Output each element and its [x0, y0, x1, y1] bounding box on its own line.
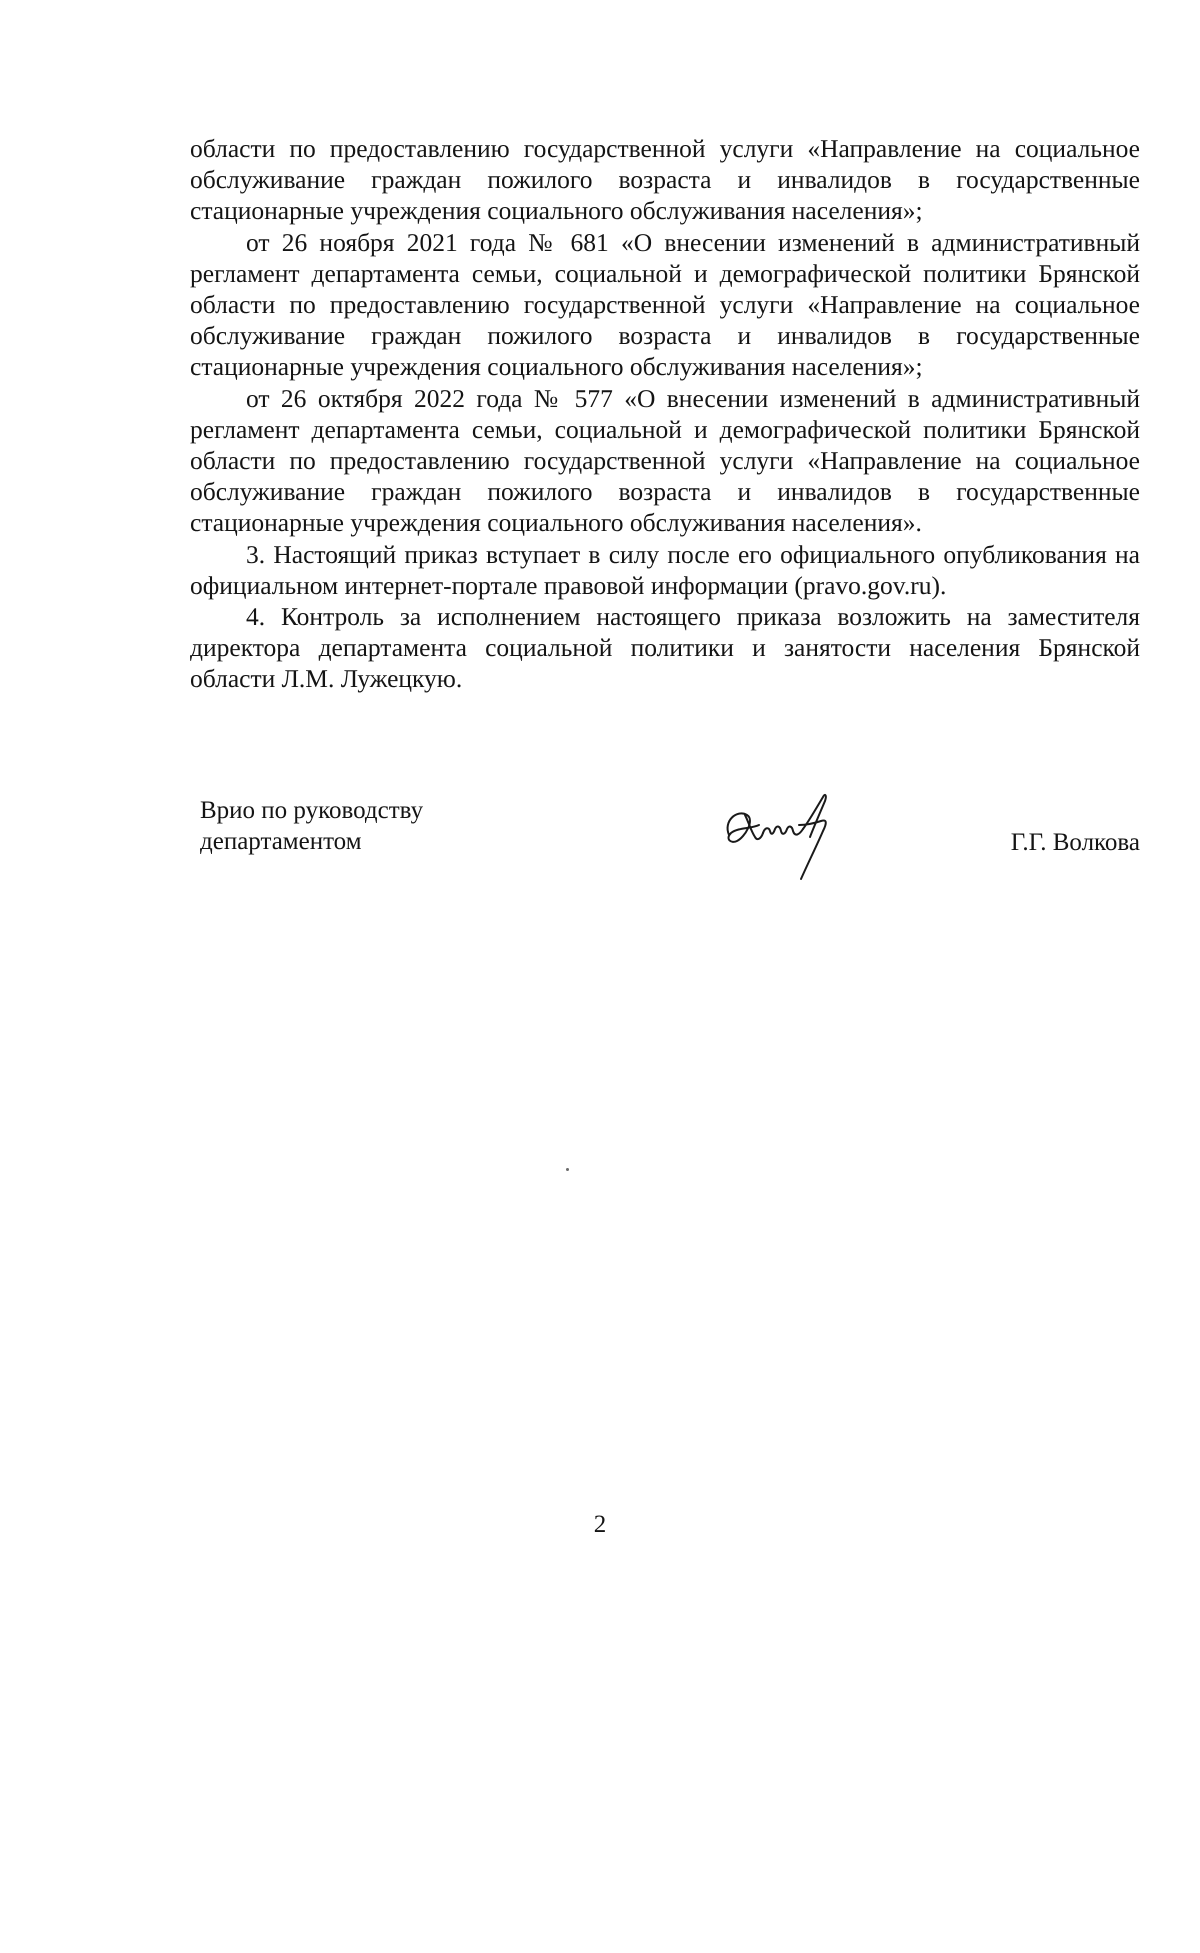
signature-block	[200, 795, 1140, 905]
signatory-name: Г.Г. Волкова	[1010, 829, 1140, 856]
paragraph-item-3: 3. Настоящий приказ вступает в силу после его официального опубликования на официальном интернет-портале правовой информации (pravo.gov.ru).	[190, 539, 1140, 600]
paragraph-item-4: 4. Контроль за исполнением настоящего приказа возложить на заместителя директора департамента социальной политики и занятости населения Брянской области Л.М. Лужецкую.	[190, 602, 1140, 694]
scan-speck	[566, 1168, 569, 1171]
paragraph-order-681: от 26 ноября 2021 года № 681 «О внесении изменений в административный регламент департамента семьи, социальной и демографической политики Брянской области по предоставлению государственной услуги «Направление на социальное обслуживание граждан пожилого возраста и инвалидов в государственные стационарные учреждения социального обслуживания населения»;	[190, 227, 1140, 382]
signatory-position-line-1: Врио по руководству	[200, 797, 424, 824]
signatory-position	[200, 795, 500, 857]
handwritten-signature-icon	[715, 785, 845, 885]
page-number: 2	[593, 1511, 607, 1538]
paragraph-order-577: от 26 октября 2022 года № 577 «О внесении изменений в административный регламент департамента семьи, социальной и демографической политики Брянской области по предоставлению государственной услуги «Направление на социальное обслуживание граждан пожилого возраста и инвалидов в государственные стационарные учреждения социального обслуживания населения».	[190, 383, 1140, 538]
document-body	[190, 133, 1140, 695]
signatory-position-line-2: департаментом	[200, 828, 362, 855]
paragraph-continuation: области по предоставлению государственной услуги «Направление на социальное обслуживание граждан пожилого возраста и инвалидов в государственные стационарные учреждения социального обслуживания населения»;	[190, 134, 1140, 226]
